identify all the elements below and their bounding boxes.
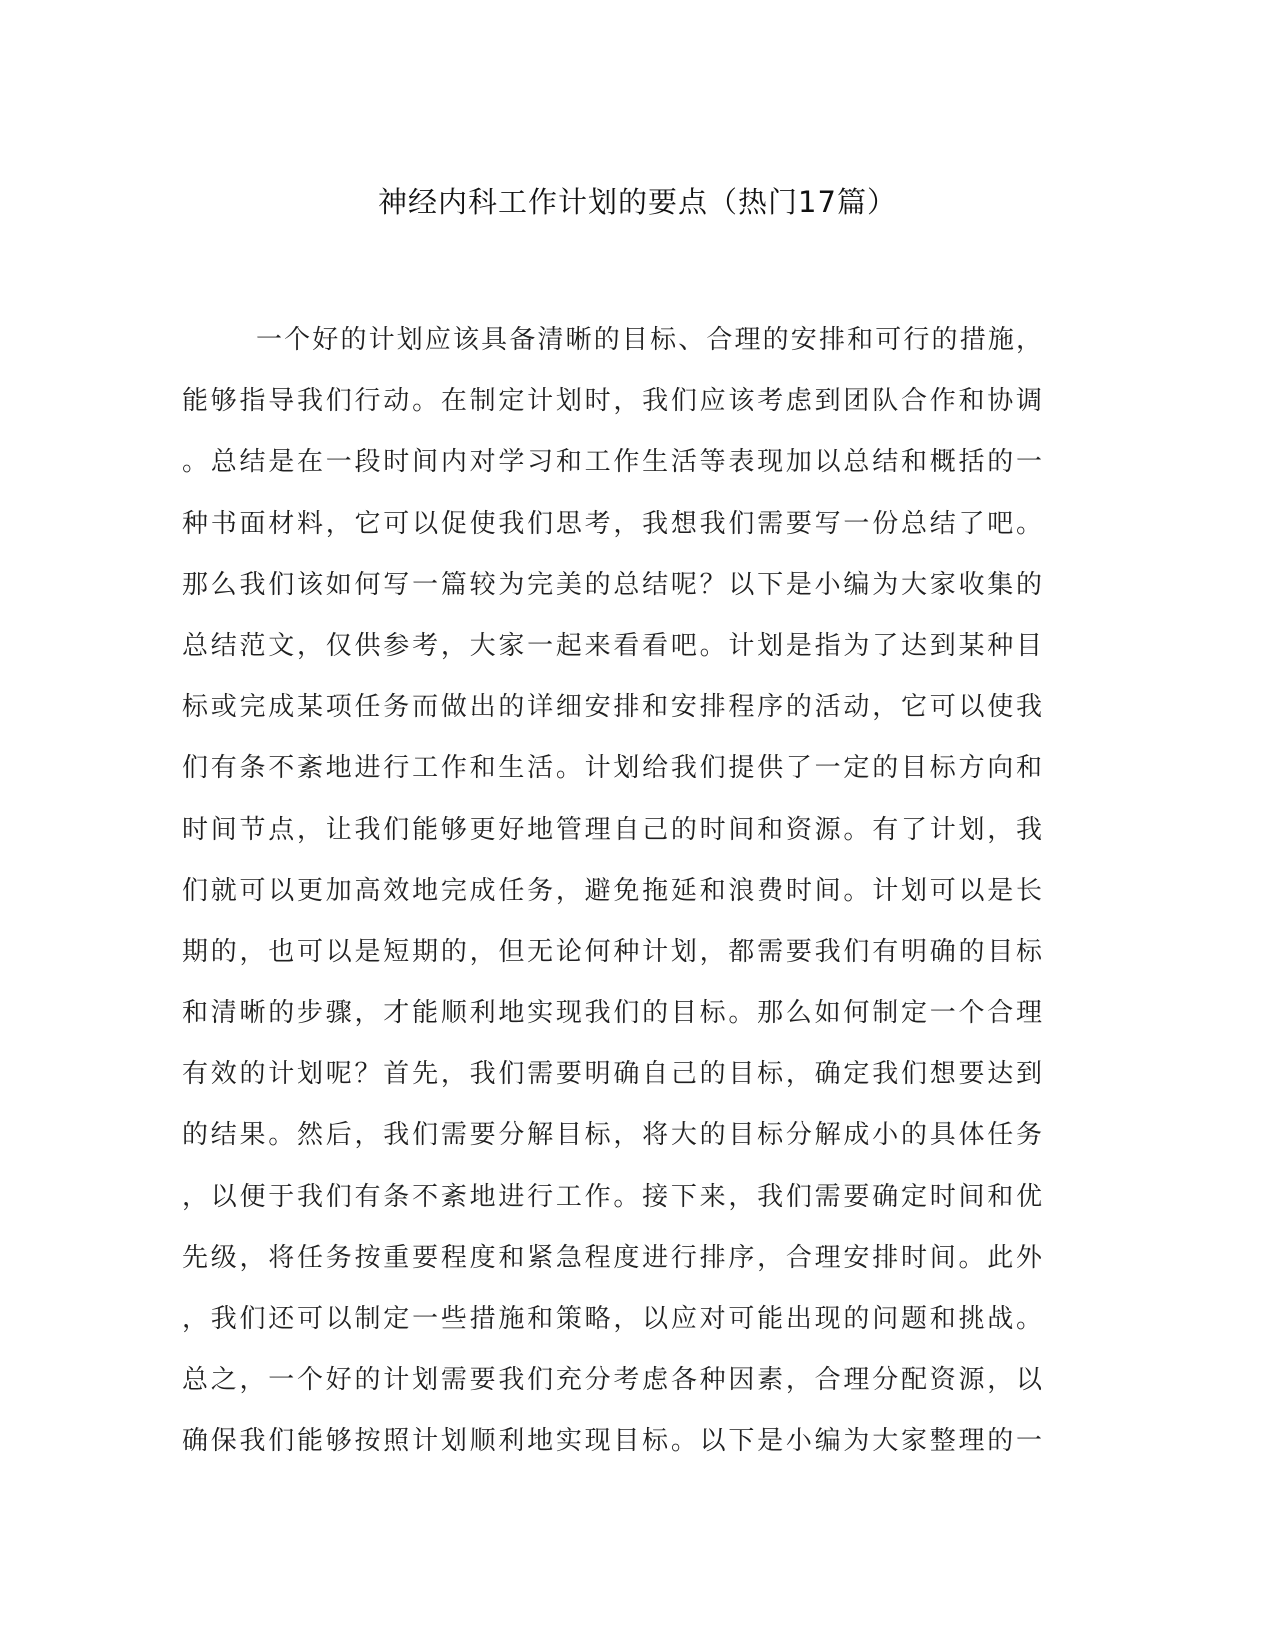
body-line: 一个好的计划应该具备清晰的目标、合理的安排和可行的措施， — [256, 325, 1042, 355]
body-line: 能够指导我们行动。在制定计划时，我们应该考虑到团队合作和协调 — [182, 386, 1042, 417]
body-line: ，我们还可以制定一些措施和策略，以应对可能出现的问题和挑战。 — [182, 1304, 1042, 1334]
body-line: 们就可以更加高效地完成任务，避免拖延和浪费时间。计划可以是长 — [182, 875, 1042, 906]
body-line: 先级，将任务按重要程度和紧急程度进行排序，合理安排时间。此外 — [182, 1242, 1042, 1273]
body-line: 。总结是在一段时间内对学习和工作生活等表现加以总结和概括的一 — [182, 447, 1042, 478]
body-line: 期的，也可以是短期的，但无论何种计划，都需要我们有明确的目标 — [182, 936, 1042, 967]
body-line: 总之，一个好的计划需要我们充分考虑各种因素，合理分配资源，以 — [182, 1365, 1042, 1396]
body-line: ，以便于我们有条不紊地进行工作。接下来，我们需要确定时间和优 — [182, 1181, 1042, 1212]
body-line: 那么我们该如何写一篇较为完美的总结呢？以下是小编为大家收集的 — [182, 569, 1042, 600]
body-line: 有效的计划呢？首先，我们需要明确自己的目标，确定我们想要达到 — [182, 1059, 1042, 1090]
body-line: 们有条不紊地进行工作和生活。计划给我们提供了一定的目标方向和 — [182, 753, 1042, 784]
body-line: 总结范文，仅供参考，大家一起来看看吧。计划是指为了达到某种目 — [182, 630, 1042, 661]
body-line: 标或完成某项任务而做出的详细安排和安排程序的活动，它可以使我 — [182, 692, 1042, 723]
body-line: 种书面材料，它可以促使我们思考，我想我们需要写一份总结了吧。 — [182, 508, 1042, 539]
body-line: 的结果。然后，我们需要分解目标，将大的目标分解成小的具体任务 — [182, 1120, 1042, 1151]
document-body — [182, 318, 1042, 1481]
document-title: 神经内科工作计划的要点（热门17篇） — [378, 185, 897, 219]
body-line: 时间节点，让我们能够更好地管理自己的时间和资源。有了计划，我 — [182, 814, 1042, 845]
body-line: 确保我们能够按照计划顺利地实现目标。以下是小编为大家整理的一 — [182, 1426, 1042, 1457]
body-line: 和清晰的步骤，才能顺利地实现我们的目标。那么如何制定一个合理 — [182, 998, 1042, 1029]
